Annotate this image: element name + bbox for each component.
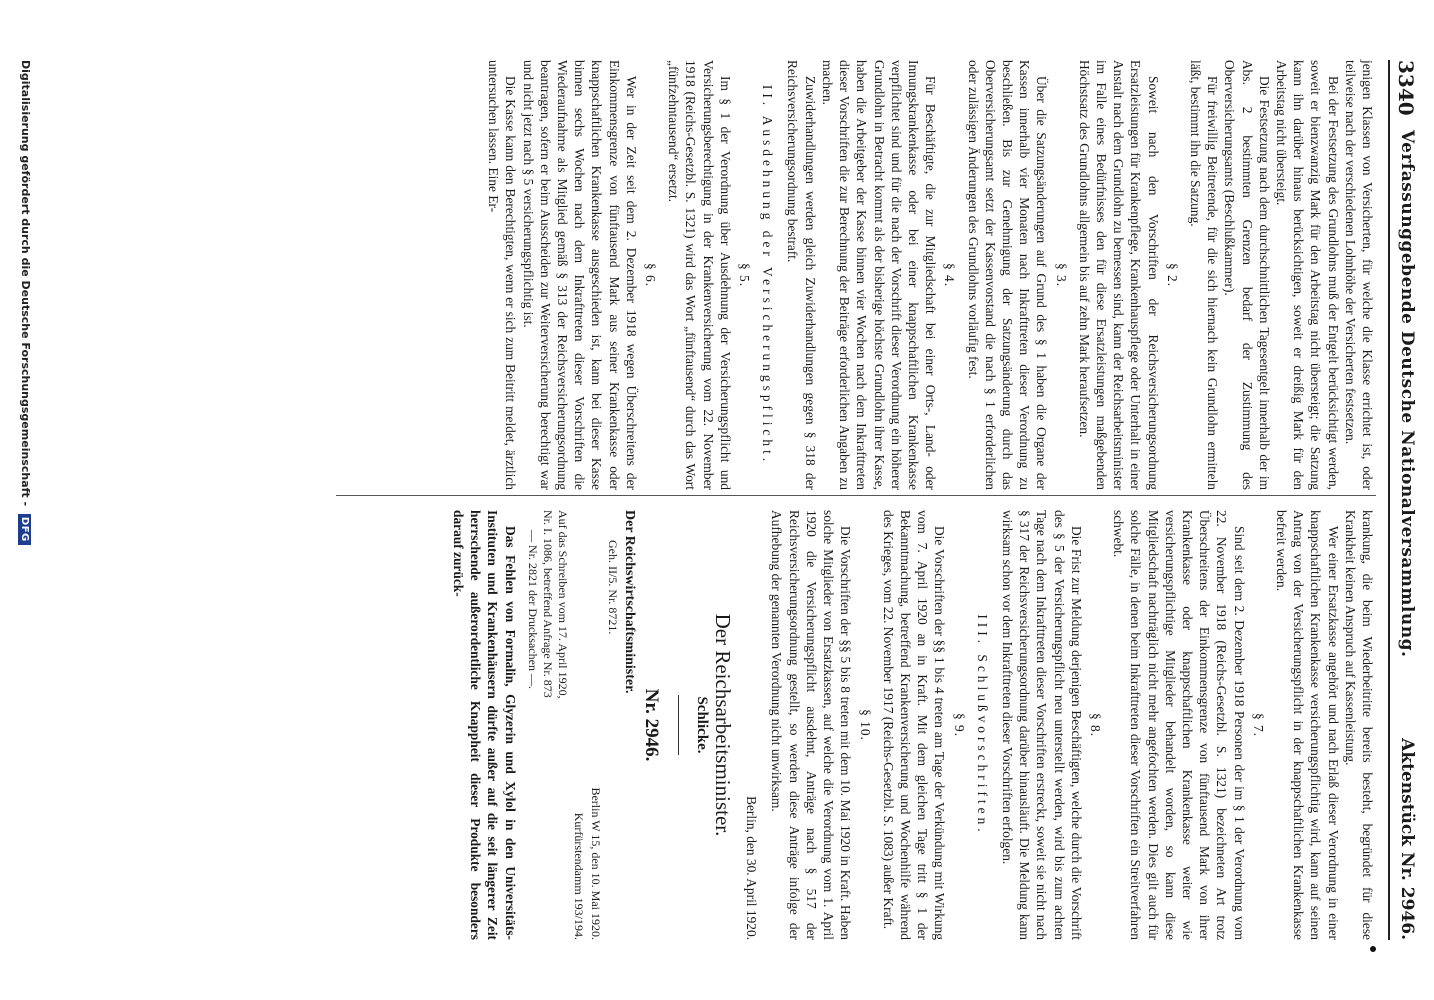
section-title: § 4. [942,262,958,288]
paragraph: Im § 1 der Verordnung über Ausdehnung der Versicherungspflicht und Versicherungsberechtigung in der Krankenversicherung vom 22. November 1918 (Reichs-Gesetzbl. S. 1321) wird das Wort „fünftausend“ durch das Wort „fünfzehntausend“ ersetzt. [666,60,733,490]
signer-name: Schlicke. [693,696,710,754]
paragraph: Die Vorschriften der §§ 1 bis 4 treten am Tage der Verkündung mit Wirkung vom 7. April 1920 an in Kraft. Mit dem gleichen Tage tritt § 1 der Bekanntmachung, betreffend Krankenversicherung und Wochenhilfe während des Krieges, vom 22. November 1917 (Reichs-Gesetzbl. S. 1083) außer Kraft. [880,510,948,940]
digitization-note-text: Digitalisierung gefördert durch die Deutsche Forschungsgemeinschaft - [19,60,32,507]
paragraph: Die Frist zur Meldung derjenigen Beschäftigten, welche durch die Vorschrift des § 5 der Versicherungspflicht neu unterstellt werden, wird bis zum achten Tage nach dem Inkrafttreten dieser Vorschriften erstreckt, soweit sie nicht nach § 317 der Reichsversicherungsordnung darüber hinausläuft. Die Meldung kann wirksam schon vor dem Inkrafttreten dieser Vorschriften erfolgen. [999,510,1084,940]
dfg-logo: DFG [18,514,31,545]
header-title: Verfassunggebende Deutsche Nationalversammlung. [1397,130,1417,658]
paragraph: Wer in der Zeit seit dem 2. Dezember 1918 wegen Überschreitens der Einkommensgrenze von fünftausend Mark aus seiner Krankenkasse oder knappschaftlichen Krankenkasse ausgeschieden ist, kann bei dieser Kasse binnen sechs Wochen nach dem Inkrafttreten dieser Vorschriften die Wiederaufnahme als Mitglied gemäß § 313 der Reichsversicherungsordnung beantragen, sofern er beim Ausscheiden zur Weiterversicherung berechtigt war und nicht jetzt nach § 5 versicherungspflichtig ist. [520,60,639,490]
reference-line: Nr. I. 1086, betreffend Anfrage Nr. 873 [540,510,555,698]
reference-line: — Nr. 2821 der Drucksachen —. [525,530,540,689]
paragraph: Wer einer Ersatzkasse angehört und nach Erlaß dieser Verordnung in einer knappschaftlichen Krankenkasse versicherungspflichtig wird, kann auf seinen Antrag von der Versicherungspflicht in der knappschaftlichen Krankenkasse befreit werden. [1273,510,1341,940]
section-title: § 3. [1053,262,1069,288]
paragraph: Für Beschäftigte, die zur Mitgliedschaft bei einer Orts-, Land- oder Innungskrankenkasse oder bei einer knappschaftlichen Krankenkasse verpflichtet sind und für die nach der Vorschrift dieser Verordnung ein höherer Grundlohn in Betracht kommt als der bisherige höchste Grundlohn ihrer Kasse, haben die Arbeitgeber der Kasse binnen vier Wochen nach dem Inkrafttreten dieser Vorschriften die zur Berechnung der Beiträge erforderlichen Angaben zu machen. [819,60,939,490]
document-reference: Aktenstück Nr. 2946. [1397,738,1417,940]
digitization-note [18,60,32,545]
separator-rule [678,695,679,755]
paragraph: Zuwiderhandlungen werden gleich Zuwiderhandlungen gegen § 318 der Reichsversicherungsordnung bestraft. [785,60,818,490]
left-column [76,60,1376,490]
paragraph: Das Fehlen von Formalin, Glyzerin und Xylol in den Universitäts-Instituten und Krankenhäusern dürfte außer auf die seit längerer Zeit herrschende außerordentliche Knappheit dieser Produkte besonders darauf zurück- [451,510,518,940]
paragraph: Soweit nach den Vorschriften der Reichsversicherungsordnung Ersatzleistungen für Krankenpflege, Krankenhauspflege oder Unterhalt in einer Anstalt nach dem Grundlohn zu bemessen sind, kann der Reichsarbeitsminister im Falle eines Bedürfnisses den für diese Ersatzleistungen maßgebenden Höchstsatz des Grundlohns allgemein bis auf zehn Mark heraufsetzen. [1076,60,1161,490]
section-title: § 10. [857,709,873,741]
section-title: § 2. [1164,262,1180,288]
paragraph: Die Vorschriften der §§ 5 bis 8 treten mit dem 10. Mai 1920 in Kraft. Haben solche Mitglieder von Ersatzkassen, auf welche die Verordnung vom 1. April 1920 die Versicherungspflicht ausdehnt, Anträge nach § 517 der Reichsversicherungsordnung gestellt, so werden diese Anträge infolge der Aufhebung der genannten Verordnung nicht unwirksam. [769,510,854,940]
right-column [76,510,1376,940]
reference-line: Auf das Schreiben vom 17. April 1920, [555,510,570,699]
place-date: Berlin W 15, den 10. Mai 1920. [589,787,604,940]
paragraph: Die Festsetzung nach dem durchschnittlichen Tagesentgelt innerhalb der im Abs. 2 bestimmten Grenzen bedarf der Zustimmung des Oberversicherungsamts (Beschlußkammer). [1222,60,1272,490]
margin-dot [1370,946,1376,952]
ministry-title: Der Reichswirtschaftsminister. [622,510,638,694]
paragraph: jenigen Klassen von Versicherten, für welche die Klasse errichtet ist, oder teilweise nach der verschiedenen Lohnhöhe der Versicherten festsetzen. [1342,60,1375,490]
section-title: § 8. [1087,712,1103,738]
address: Kurfürstendamm 193/194. [571,812,586,940]
section-title: § 6. [643,262,659,288]
section-title: § 7. [1250,712,1266,738]
page-number: 3340 [1394,60,1418,116]
section-title: § 5. [737,262,753,288]
part-heading: III. Schlußvorschriften. [974,614,990,836]
paragraph: Für freiwillig Beitretende, für die sich hiernach kein Grundlohn ermitteln läßt, bestimmt ihn die Satzung. [1187,60,1221,490]
dateline: Berlin, den 30. April 1920. [744,796,760,940]
paragraph: Bei der Festsetzung des Grundlohns muß der Entgelt berücksichtigt werden, soweit er bienzwanzig Mark für den Arbeitstag nicht übersteigt; die Satzung kann ihn darüber hinaus berücksichtigen, soweit er dreißig Mark für den Arbeitstag nicht übersteigt. [1273,60,1341,490]
paragraph: Die Kasse kann den Berechtigten, wenn er sich zum Beitritt meldet, ärztlich untersuchen lassen. Eine Er- [486,60,519,490]
section-title: § 9. [951,712,967,738]
paragraph: Sind seit dem 2. Dezember 1918 Personen der im § 1 der Verordnung vom 22. November 1918 (Reichs-Gesetzbl. S. 1321) bezeichneten Art trotz Überschreitens der Einkommensgrenze von fünftausend Mark von ihrer Krankenkasse oder knappschaftlichen Krankenkasse weiter wie versicherungspflichtige Mitglieder behandelt worden, so kann diese Mitgliedschaft nachträglich nicht mehr angefochten werden. Dies gilt auch für solche Fälle, in denen beim Inkrafttreten dieser Vorschriften ein Streitverfahren schwebt. [1111,510,1247,940]
column-divider [336,495,1376,496]
running-header [1388,60,1420,940]
paragraph: krankung, die beim Wiederbeitritte bereits besteht, begründet für diese Krankheit keinen Anspruch auf Kassenleistung. [1342,510,1375,940]
paragraph: Über die Satzungsänderungen auf Grund des § 1 haben die Organe der Kassen innerhalb vier Monaten nach Inkrafttreten dieser Verordnung zu beschließen. Bis zur Genehmigung der Satzungsänderung durch das Oberversicherungsamt setzt der Kassenvorstand die nach § 1 erforderlichen oder zulässigen Änderungen des Grundlohns vorläufig fest. [965,60,1050,490]
document-number: Nr. 2946. [640,688,662,762]
signer-title: Der Reichsarbeitsminister. [711,613,736,837]
part-heading: II. Ausdehnung der Versicherungspflicht. [760,84,776,466]
ministry-reference: Geh. II/5. Nr. 8721. [606,540,621,635]
